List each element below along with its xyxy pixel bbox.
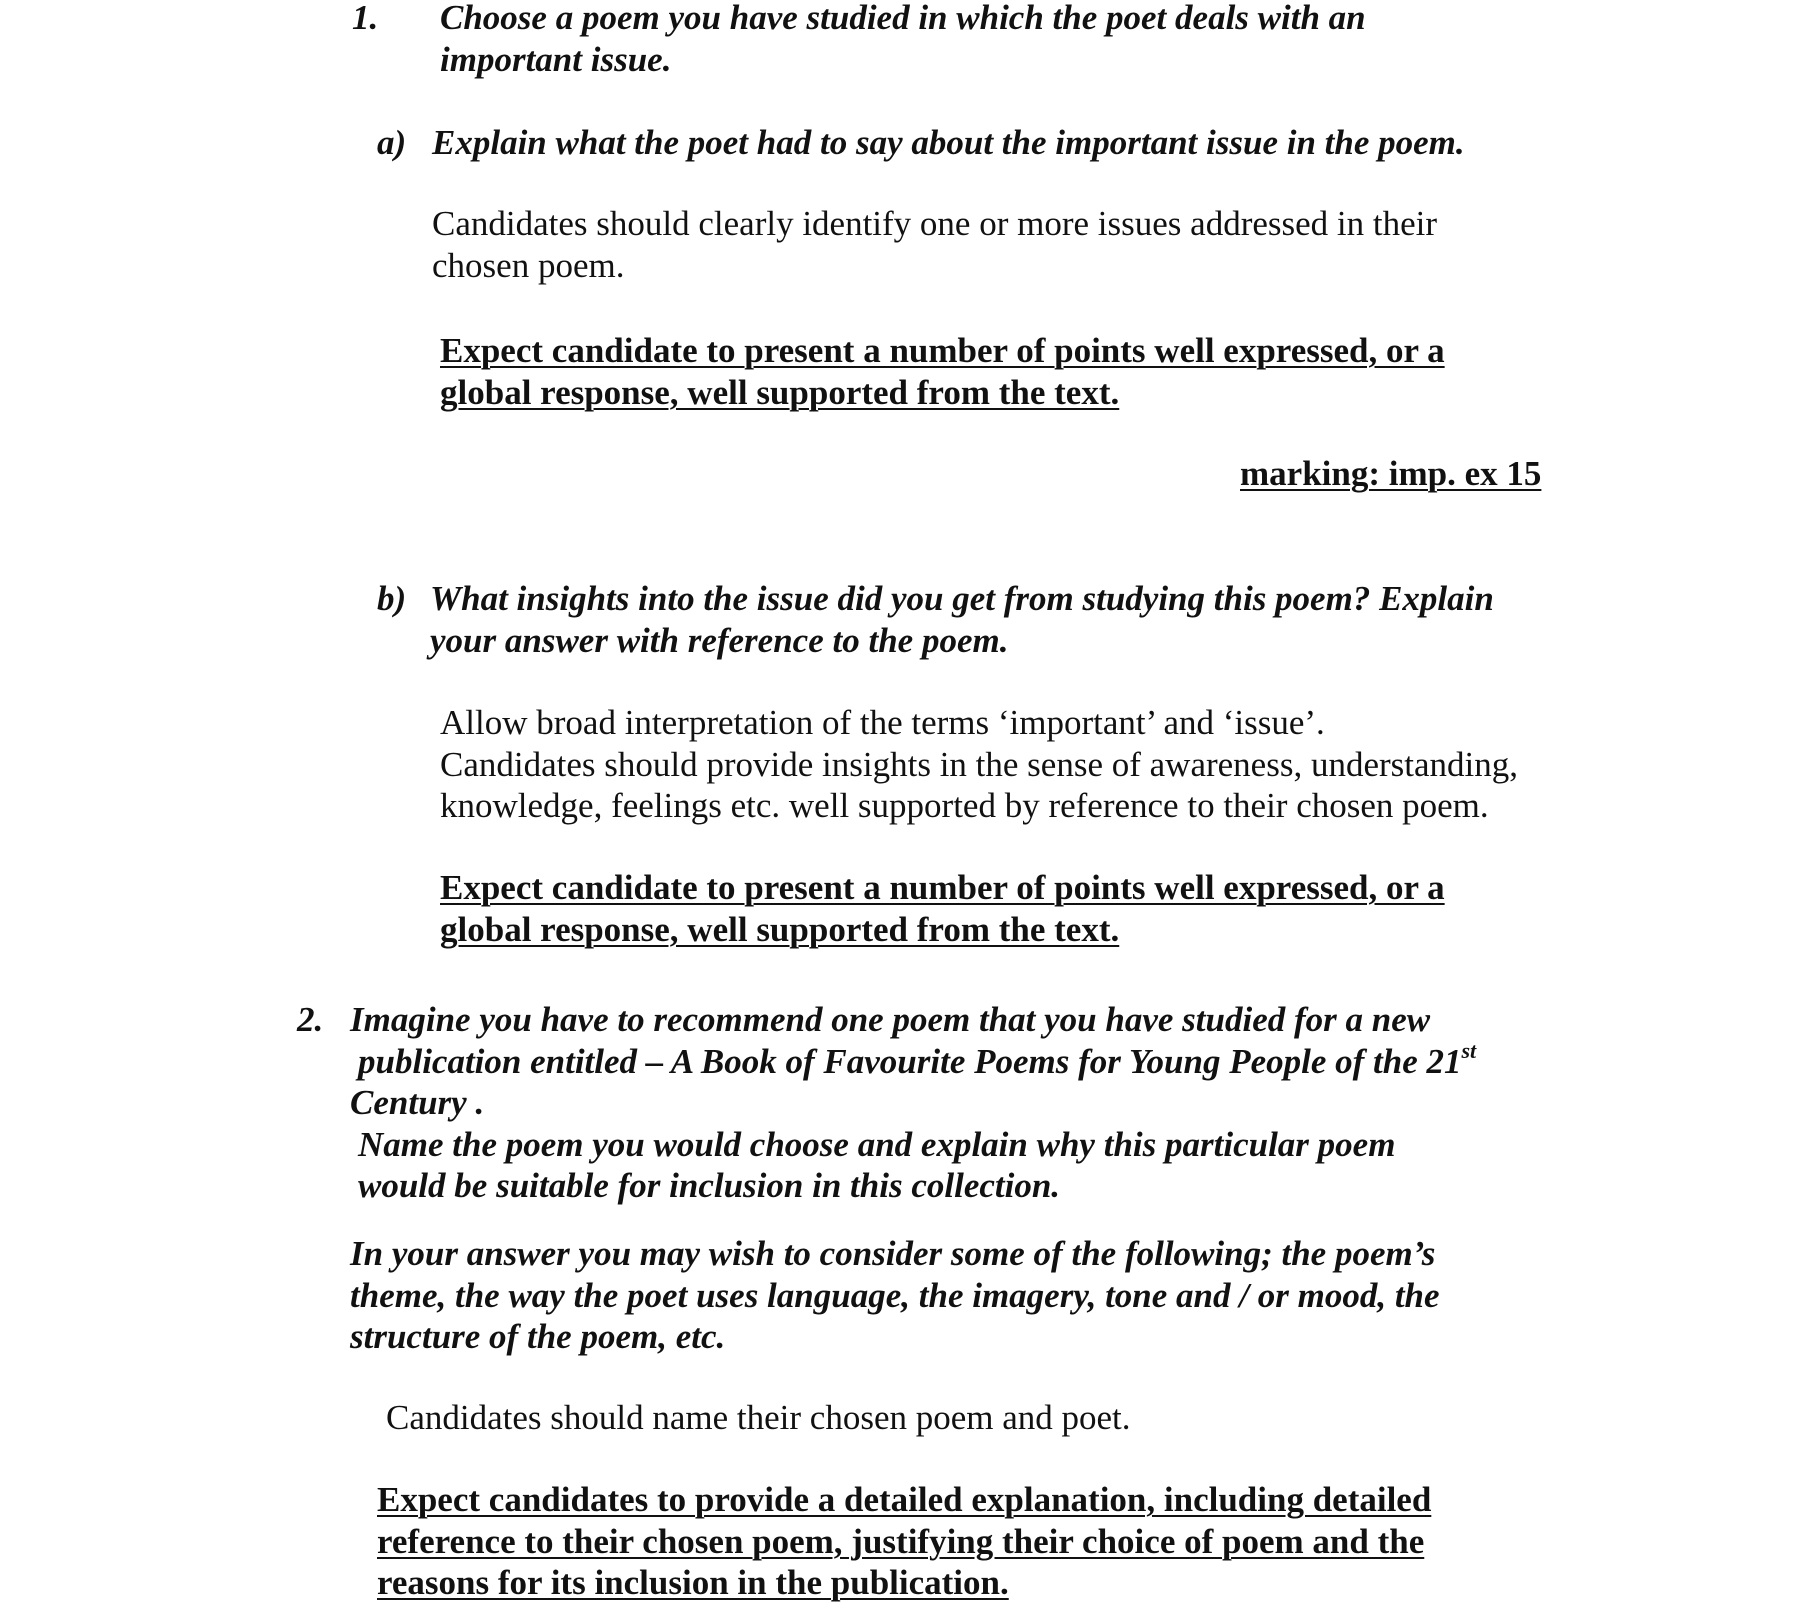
q2-consider <box>350 1233 1440 1358</box>
q1a-guidance-line: chosen poem. <box>432 245 625 285</box>
q1b-expectation-line: Expect candidate to present a number of points well expressed, or a <box>440 868 1445 907</box>
q1a-expectation-line: Expect candidate to present a number of points well expressed, or a <box>440 331 1445 370</box>
q2-number: 2. <box>297 1000 324 1039</box>
q1b-guidance-line: Candidates should provide insights in the sense of awareness, understanding, <box>440 744 1518 784</box>
q2-expectation-line: reasons for its inclusion in the publication. <box>377 1563 1009 1602</box>
q2-ordinal-suffix: st <box>1461 1037 1477 1063</box>
q1b-expectation-line: global response, well supported from the text. <box>440 909 1120 949</box>
q1-prompt <box>440 0 1366 80</box>
q1-prompt-line: important issue. <box>440 39 672 79</box>
q1b-question-line: What insights into the issue did you get from studying this poem? Explain <box>430 579 1494 618</box>
q2-prompt-line: Century . <box>350 1083 485 1122</box>
q1a-guidance-line: Candidates should clearly identify one or more issues addressed in their <box>432 204 1438 243</box>
q1b-guidance-line: knowledge, feelings etc. well supported by reference to their chosen poem. <box>440 786 1489 825</box>
q2-prompt-line: Imagine you have to recommend one poem that you have studied for a new <box>350 1000 1431 1039</box>
q1b-guidance <box>440 702 1518 827</box>
q2-consider-line: theme, the way the poet uses language, the imagery, tone and / or mood, the <box>350 1275 1440 1315</box>
q2-prompt <box>350 999 1476 1207</box>
q2-prompt-line <box>358 1037 1477 1083</box>
q1-prompt-line: Choose a poem you have studied in which the poet deals with an <box>440 0 1366 37</box>
q1a-label: a) <box>377 123 407 162</box>
q1b-question-line: your answer with reference to the poem. <box>430 620 1009 660</box>
q1-number: 1. <box>352 0 379 37</box>
q1a-marking-note: marking: imp. ex 15 <box>1240 454 1542 493</box>
q1b-label: b) <box>377 579 407 618</box>
q2-expectation-line: Expect candidates to provide a detailed explanation, including detailed <box>377 1480 1432 1519</box>
q2-expectation <box>377 1479 1431 1604</box>
q1a-guidance <box>432 203 1437 286</box>
q2-prompt-line: Name the poem you would choose and explain why this particular poem <box>358 1124 1396 1164</box>
q1b-question <box>430 578 1494 661</box>
q2-consider-line: In your answer you may wish to consider some of the following; the poem’s <box>350 1234 1436 1273</box>
q2-expectation-line: reference to their chosen poem, justifying their choice of poem and the <box>377 1521 1425 1561</box>
q1a-expectation-line: global response, well supported from the text. <box>440 372 1120 412</box>
q2-guidance: Candidates should name their chosen poem and poet. <box>386 1398 1131 1437</box>
q1b-guidance-line: Allow broad interpretation of the terms ‘important’ and ‘issue’. <box>440 703 1325 742</box>
q1a-expectation <box>440 330 1445 413</box>
q2-prompt-line2-text: publication entitled – A Book of Favourite Poems for Young People of the 21 <box>358 1041 1462 1081</box>
q1b-expectation <box>440 867 1445 950</box>
q1a-question: Explain what the poet had to say about the important issue in the poem. <box>432 123 1465 162</box>
q2-prompt-line: would be suitable for inclusion in this collection. <box>358 1166 1061 1205</box>
q2-consider-line: structure of the poem, etc. <box>350 1317 726 1356</box>
